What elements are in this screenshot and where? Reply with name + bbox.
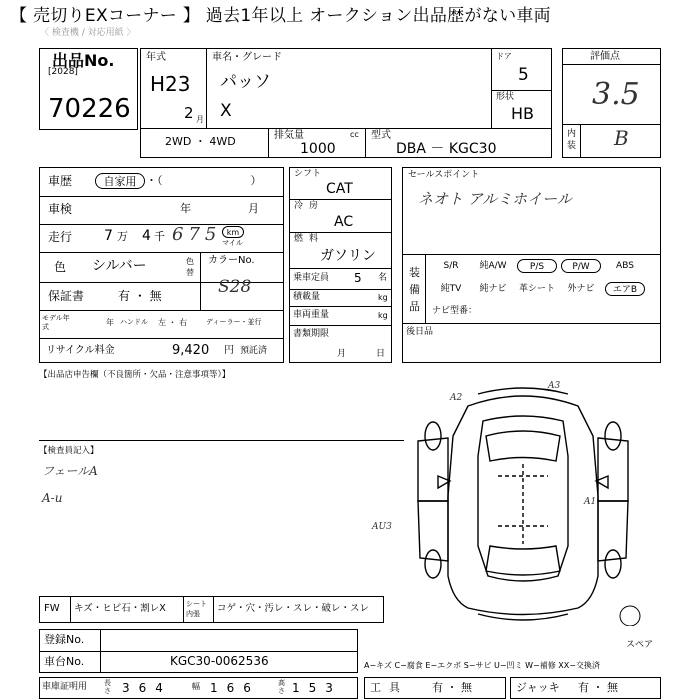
inspection-year: 年 bbox=[180, 202, 191, 215]
equipment-option: S/R bbox=[443, 261, 459, 271]
mileage-unit-km: km bbox=[222, 226, 244, 238]
shift-value: CAT bbox=[326, 181, 353, 197]
tools-label: 工具 bbox=[370, 681, 408, 694]
month-unit: 月 bbox=[196, 115, 204, 124]
faded-header: 〈 検査機 / 対応用紙 〉 bbox=[40, 28, 136, 38]
year-label: 年式 bbox=[146, 52, 166, 63]
equipment-option: 革シート bbox=[518, 284, 555, 294]
mileage-label: 走行 bbox=[48, 230, 73, 244]
color-label: 色 bbox=[54, 260, 67, 274]
damage-legend: A−キズ C−腐食 E−エクボ S−サビ U−凹ミ W−補修 XX−交換済 bbox=[364, 661, 600, 670]
ac-value: AC bbox=[334, 214, 354, 230]
capacity-value: 5 bbox=[354, 271, 362, 285]
docs-label: 書類期限 bbox=[293, 329, 330, 339]
length-value: 364 bbox=[122, 681, 172, 695]
color-no-label: カラーNo. bbox=[208, 255, 255, 266]
lot-sub: [2028] bbox=[48, 67, 78, 77]
mileage-man-unit: 万 bbox=[117, 230, 128, 243]
equipment-option: 純ナビ bbox=[479, 284, 507, 294]
handle-value: 左 ・ 右 bbox=[158, 318, 188, 327]
chassis-label: 車台No. bbox=[44, 655, 85, 668]
after-label: 後日品 bbox=[406, 327, 434, 337]
model-year-unit: 年 bbox=[106, 318, 114, 327]
score-label: 評価点 bbox=[590, 51, 620, 62]
fw-text: キズ・ヒビ石・割レX bbox=[74, 603, 166, 614]
recycle-label: リサイクル料金 bbox=[46, 345, 115, 356]
color-change-label: 色替 bbox=[186, 257, 194, 277]
equipment-option: 純TV bbox=[440, 284, 462, 294]
shape-label: 形状 bbox=[496, 92, 515, 102]
car-diagram bbox=[398, 376, 648, 626]
inspection-month: 月 bbox=[248, 202, 259, 215]
ac-label: 冷房 bbox=[294, 201, 325, 211]
door-label: ドア bbox=[496, 52, 512, 61]
seat-text: コゲ・穴・汚レ・スレ・破レ・スレ bbox=[217, 603, 370, 614]
reg-label: 登録No. bbox=[44, 633, 85, 646]
equipment-option: ABS bbox=[616, 261, 634, 271]
model-value: DBA － KGC30 bbox=[396, 141, 497, 157]
inspector-line1: フェールA bbox=[42, 464, 98, 478]
displacement-value: 1000 bbox=[300, 141, 336, 157]
tools-value: 有 ・ 無 bbox=[432, 681, 472, 694]
weight-label: 車両重量 bbox=[293, 310, 330, 320]
recycle-value: 9,420 bbox=[172, 343, 210, 358]
year-value: H23 bbox=[150, 72, 191, 96]
grade: X bbox=[220, 101, 232, 121]
mark-a2: A2 bbox=[450, 393, 463, 403]
warranty-value: 有 ・ 無 bbox=[118, 289, 162, 303]
capacity-unit: 名 bbox=[378, 273, 388, 283]
month-value: 2 bbox=[184, 104, 194, 122]
docs-unit: 月 bbox=[337, 349, 347, 359]
cert-label: 車庫証明用 bbox=[42, 682, 88, 692]
mark-au3-label: AU3 bbox=[372, 522, 392, 532]
mileage-sen-unit: 千 bbox=[154, 230, 165, 243]
interior-value: B bbox=[614, 126, 629, 150]
history-label: 車歴 bbox=[48, 174, 73, 188]
score-value: 3.5 bbox=[592, 77, 640, 112]
length-label: 長さ bbox=[104, 679, 111, 695]
chassis-value: KGC30-0062536 bbox=[170, 654, 269, 668]
fw-label: FW bbox=[44, 603, 60, 614]
navi-label: ナビ型番： bbox=[432, 306, 478, 316]
mark-a3: A3 bbox=[548, 381, 561, 391]
fuel-value: ガソリン bbox=[320, 248, 376, 264]
car-name: パッソ bbox=[220, 72, 271, 92]
lot-label: 出品No. bbox=[52, 51, 115, 70]
height-value: 153 bbox=[292, 681, 342, 695]
mileage-rest: 675 bbox=[172, 224, 222, 245]
warranty-label: 保証書 bbox=[48, 289, 85, 303]
equipment-option: P/W bbox=[561, 259, 601, 273]
lot-number: 70226 bbox=[48, 94, 131, 124]
interior-label: 内装 bbox=[567, 129, 577, 151]
inspector-label: 【検査員記入】 bbox=[39, 446, 99, 456]
model-year-label: モデル年式 bbox=[42, 314, 70, 331]
width-value: 166 bbox=[210, 681, 260, 695]
equipment-option: エアB bbox=[605, 282, 645, 296]
equipment-option: 純A/W bbox=[479, 261, 507, 271]
shift-label: シフト bbox=[294, 169, 322, 179]
equipment-option: P/S bbox=[517, 259, 557, 273]
drive-text: 2WD ・ 4WD bbox=[165, 135, 236, 148]
seat-label: シート内張 bbox=[186, 600, 207, 618]
color-no-value: S28 bbox=[218, 277, 252, 297]
mileage-unit-mile: マイル bbox=[222, 239, 243, 247]
fuel-label: 燃料 bbox=[294, 234, 325, 244]
displacement-unit: cc bbox=[350, 130, 359, 139]
load-unit: kg bbox=[378, 293, 388, 302]
sales-text: ネオト アルミホイール bbox=[418, 190, 572, 208]
equipment-option: 外ナビ bbox=[567, 284, 595, 294]
displacement-label: 排気量 bbox=[274, 130, 304, 141]
mileage-digit: 4 bbox=[142, 228, 151, 244]
equipment-label: 装備品 bbox=[409, 266, 420, 313]
jack-value: 有 ・ 無 bbox=[578, 681, 618, 694]
docs-day: 日 bbox=[376, 349, 386, 359]
model-label: 型式 bbox=[371, 130, 391, 141]
banner-title: 【 売切りEXコーナー 】 過去1年以上 オークション出品歴がない車両 bbox=[10, 6, 551, 26]
spare-tire-icon bbox=[620, 606, 640, 626]
width-label: 幅 bbox=[192, 682, 200, 691]
spare-label: スペア bbox=[626, 640, 654, 650]
mileage-man: 7 bbox=[104, 228, 113, 244]
history-value: 自家用 bbox=[95, 173, 145, 189]
inspection-label: 車検 bbox=[48, 202, 73, 216]
name-label: 車名・グレード bbox=[212, 52, 282, 63]
history-rest: ・（ ） bbox=[146, 174, 262, 187]
handle-label: ハンドル bbox=[120, 318, 148, 326]
mark-a1: A1 bbox=[584, 497, 597, 507]
capacity-label: 乗車定員 bbox=[293, 273, 330, 283]
weight-unit: kg bbox=[378, 311, 388, 320]
door-value: 5 bbox=[518, 65, 529, 85]
recycle-note: 預託済 bbox=[240, 346, 268, 356]
recycle-unit: 円 bbox=[224, 345, 234, 356]
color-value: シルバー bbox=[92, 258, 147, 274]
load-label: 積載量 bbox=[293, 292, 321, 302]
dealer-label: ディーラー・並行 bbox=[206, 318, 262, 326]
inspector-line2: A-u bbox=[42, 491, 63, 505]
sales-label: セールスポイント bbox=[408, 170, 480, 180]
height-label: 高さ bbox=[278, 679, 285, 695]
jack-label: ジャッキ bbox=[516, 681, 560, 694]
shape-value: HB bbox=[511, 104, 535, 123]
dealer-report-label: 【出品店申告欄（不良箇所・欠品・注意事項等）】 bbox=[39, 370, 231, 380]
